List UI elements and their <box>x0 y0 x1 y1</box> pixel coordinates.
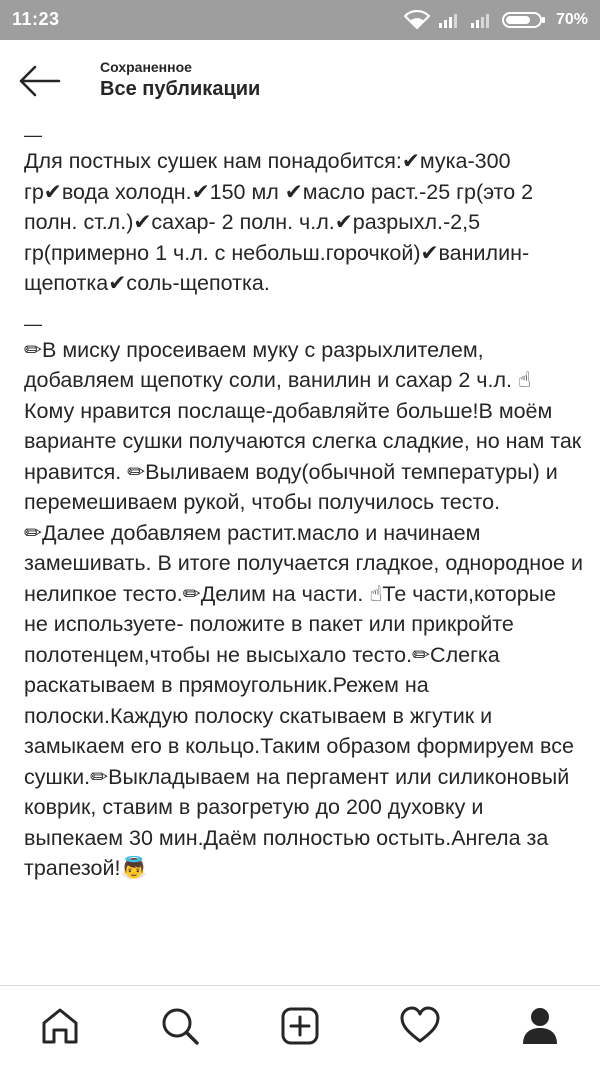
add-post-icon <box>278 1004 322 1048</box>
back-button[interactable] <box>14 60 64 102</box>
status-icons <box>404 8 588 32</box>
battery-percent: 70% <box>555 11 588 28</box>
activity-heart-icon <box>398 1004 442 1048</box>
signal-icon <box>438 11 462 29</box>
profile-icon <box>518 1004 562 1048</box>
instructions-text: ✏В миску просеиваем муку с разрыхлителем, добавляем щепотку соли, ванилин и сахар 2 ч.л. ☝ Кому нравится послаще-добавляйте больше!В моём варианте сушки получаются слегка сладкие, но нам так нравится. ✏Выливаем воду(обычной температуры) и перемешиваем рукой, чтобы получилось тесто. ✏Далее добавляем растит.масло и начинаем замешивать. В итоге получается гладкое, однородное и нелипкое тесто.✏Делим на части. ☝Те части,которые не используете- положите в пакет или прикройте полотенцем,чтобы не высыхало тесто.✏Слегка раскатываем в прямоугольник.Режем на полоски.Каждую полоску скатываем в жгутик и замыкаем его в кольцо.Таким образом формируем все сушки.✏Выкладываем на пергамент или силиконовый коврик, ставим в разогретую до 200 духовку и выпекаем 30 мин.Даём полностью остыть.Ангела за трапезой!👼 <box>24 337 583 880</box>
back-arrow-icon <box>17 64 61 98</box>
wifi-icon <box>404 10 430 30</box>
ingredients-text: Для постных сушек нам понадобится:✔мука-300 гр✔вода холодн.✔150 мл ✔масло раст.-25 гр(это 2 полн. ст.л.)✔сахар- 2 полн. ч.л.✔разрыхл.-2,5 гр(примерно 1 ч.л. с небольш.горочкой)✔ванилин-щепотка✔соль-щепотка. <box>24 149 534 295</box>
separator: — <box>24 313 42 334</box>
header <box>0 40 600 122</box>
nav-add[interactable] <box>260 996 340 1056</box>
page-title: Все публикации <box>100 78 261 100</box>
header-subtitle: Сохраненное <box>100 59 192 75</box>
post-caption <box>24 124 584 980</box>
bottom-nav <box>0 985 600 1066</box>
home-icon <box>38 1004 82 1048</box>
nav-search[interactable] <box>140 996 220 1056</box>
nav-activity[interactable] <box>380 996 460 1056</box>
search-icon <box>158 1004 202 1048</box>
battery-icon <box>502 10 546 30</box>
signal-icon-2 <box>470 11 494 29</box>
status-time: 11:23 <box>12 9 60 29</box>
nav-profile[interactable] <box>500 996 580 1056</box>
nav-home[interactable] <box>20 996 100 1056</box>
status-bar <box>0 0 600 40</box>
separator: — <box>24 125 42 145</box>
